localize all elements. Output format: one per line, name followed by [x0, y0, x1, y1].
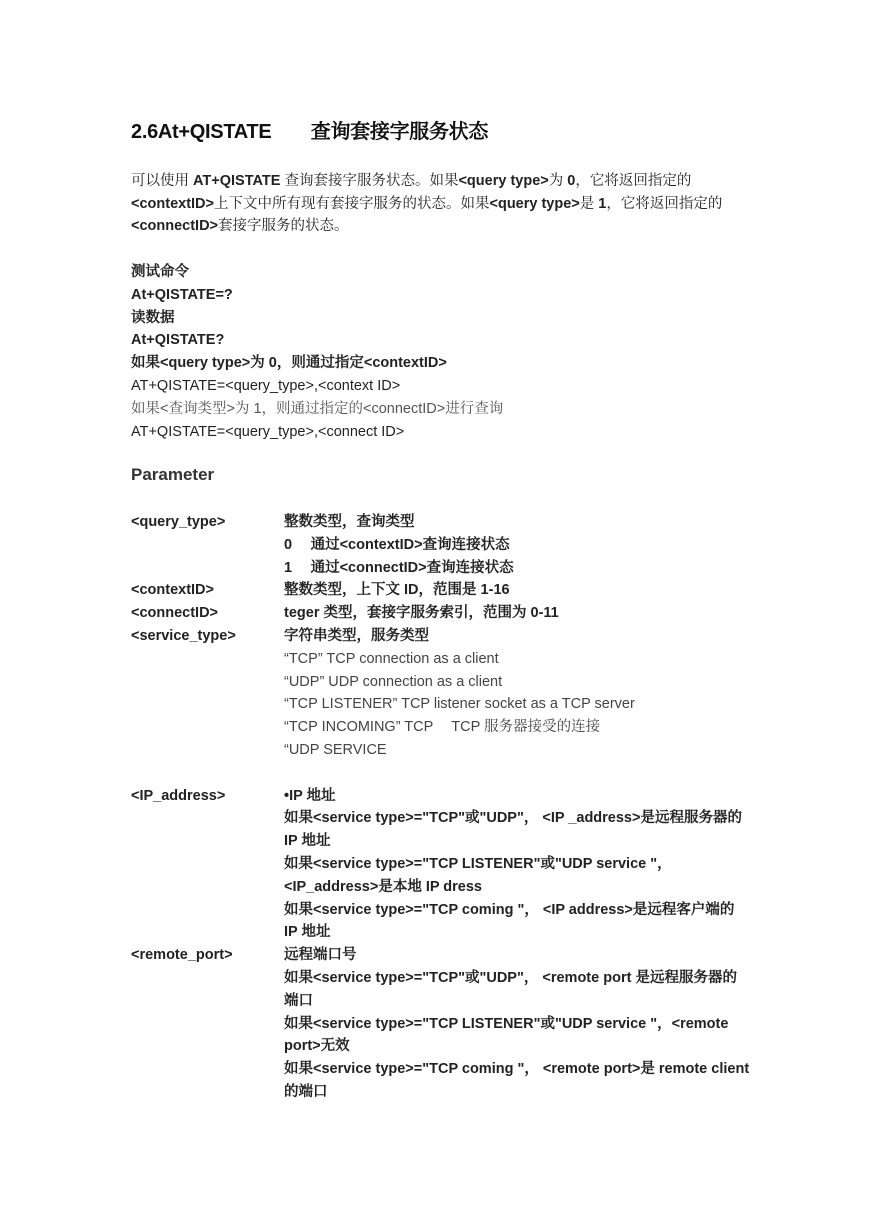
parameter-description	[284, 579, 751, 602]
command-line: AT+QISTATE=<query_type>,<connect ID>	[131, 423, 405, 440]
parameter-description-line: 如果<service type>="TCP"或"UDP"， <remote port 是远程服务器的端口	[284, 969, 737, 1009]
parameter-description-line: “TCP LISTENER” TCP listener socket as a TCP server	[284, 696, 635, 713]
parameter-description-line: 远程端口号	[284, 947, 357, 964]
command-line: 测试命令	[131, 264, 189, 280]
parameter-description-line: “TCP” TCP connection as a client	[284, 650, 499, 667]
parameter-description-line: “UDP SERVICE	[284, 741, 387, 758]
parameter-description	[284, 785, 751, 945]
parameter-row	[131, 944, 751, 1104]
parameter-description-line: 整数类型，查询类型	[284, 514, 415, 530]
parameter-name: <contextID>	[131, 582, 214, 599]
parameter-name: <remote_port>	[131, 947, 233, 964]
command-line: 读数据	[131, 309, 175, 326]
intro-paragraph	[131, 170, 751, 238]
parameter-table	[131, 511, 751, 1104]
parameter-description-line: 1 通过<connectID>查询连接状态	[284, 559, 514, 576]
command-line: AT+QISTATE=<query_type>,<context ID>	[131, 377, 401, 394]
intro-text-run: <query type>	[489, 195, 580, 212]
intro-text-run: 0	[567, 173, 576, 189]
parameter-description-line: “TCP INCOMING” TCP TCP 服务器接受的连接	[284, 719, 601, 736]
parameter-name: <service_type>	[131, 627, 236, 644]
command-list	[131, 261, 503, 443]
intro-text-run: AT+QISTATE	[193, 173, 281, 189]
command-line: 如果<查询类型>为 1，则通过指定的<connectID>进行查询	[131, 400, 504, 417]
intro-text-run: ，它将返回指定的	[575, 173, 692, 189]
intro-text-run: 1	[598, 195, 607, 212]
parameter-row	[131, 579, 751, 602]
parameter-description-line: 如果<service type>="TCP coming "， <remote port>是 remote client 的端口	[284, 1061, 750, 1100]
intro-text-run: 为	[548, 173, 568, 189]
intro-text-run: <contextID>	[131, 195, 214, 212]
intro-text-run: 查询套接字服务状态。如果	[280, 173, 459, 189]
command-line: 如果<query type>为 0，则通过指定<contextID>	[131, 355, 447, 372]
parameter-description-line: 如果<service type>="TCP"或"UDP"， <IP _address>是远程服务器的 IP 地址	[284, 810, 742, 850]
intro-text-run: 是	[579, 195, 599, 212]
parameter-description-line: •IP 地址	[284, 787, 336, 804]
parameter-description-line: teger 类型，套接字服务索引，范围为 0-11	[284, 605, 559, 622]
parameter-row	[131, 511, 751, 579]
parameter-description	[284, 511, 751, 579]
parameter-description	[284, 602, 751, 625]
parameter-description	[284, 625, 751, 762]
parameter-title: Parameter	[131, 465, 215, 484]
intro-text-run: 套接字服务的状态。	[218, 218, 349, 235]
parameter-description-line: 如果<service type>="TCP coming "， <IP address>是远程客户端的 IP 地址	[284, 901, 735, 941]
intro-text-run: 可以使用	[131, 173, 194, 189]
parameter-description-line: 0 通过<contextID>查询连接状态	[284, 536, 510, 553]
parameter-name: <IP_address>	[131, 787, 226, 804]
parameter-row	[131, 785, 751, 945]
parameter-row	[131, 602, 751, 625]
parameter-description-line: 整数类型，上下文 ID，范围是 1-16	[284, 582, 510, 599]
parameter-description-line: 如果<service type>="TCP LISTENER"或"UDP service "，<IP_address>是本地 IP dress	[284, 855, 672, 895]
intro-text-run: <query type>	[458, 173, 549, 189]
parameter-row	[131, 625, 751, 762]
section-heading: 2.6At+QISTATE 查询套接字服务状态	[131, 121, 489, 143]
parameter-description-line: 如果<service type>="TCP LISTENER"或"UDP service "，<remote port>无效	[284, 1015, 729, 1055]
command-line: At+QISTATE?	[131, 332, 225, 349]
intro-text-run: <connectID>	[131, 218, 219, 235]
parameter-description-line: 字符串类型，服务类型	[284, 627, 429, 644]
intro-text-run: ，它将返回指定的	[606, 195, 723, 212]
command-line: At+QISTATE=?	[131, 286, 233, 303]
intro-text-run: 上下文中所有现有套接字服务的状态。如果	[214, 195, 490, 212]
parameter-name: <connectID>	[131, 605, 219, 622]
parameter-description	[284, 944, 751, 1104]
parameter-description-line: “UDP” UDP connection as a client	[284, 673, 503, 690]
parameter-name: <query_type>	[131, 514, 226, 530]
